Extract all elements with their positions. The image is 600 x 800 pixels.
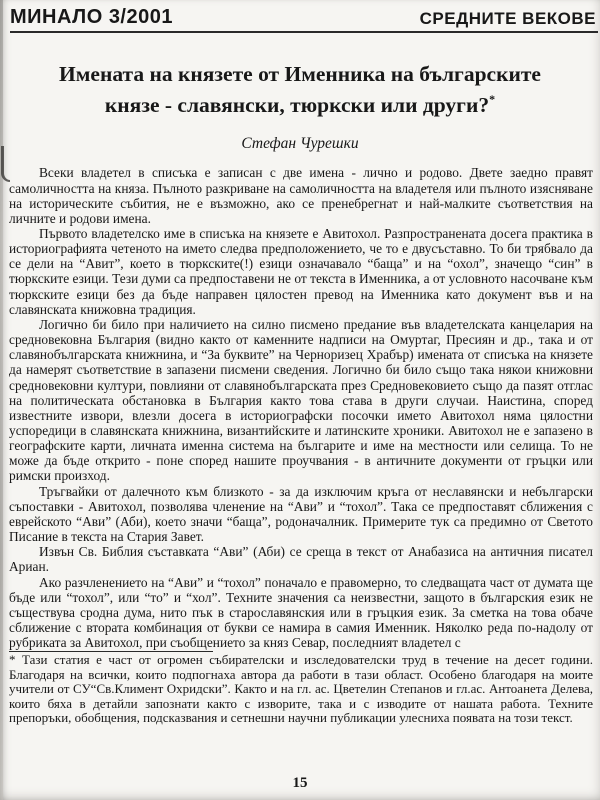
scan-edge-artifact <box>0 0 3 800</box>
paragraph: Всеки владетел в списъка е записан с две имена - лично и родово. Двете заедно правят самоличността на княза. Пълното разкриване на самоличността на владетеля или пълното изясняване на историческите събития, не е възможно, ако се пренебрегнат и най-малките съответствия на личните и родови имена. <box>9 165 593 226</box>
paragraph: Извън Св. Библия съставката “Ави” (Аби) се среща в текст от Анабазиса на античния писател Ариан. <box>9 544 593 575</box>
author-name: Стефан Чурешки <box>241 135 359 153</box>
article-title-line1: Имената на князете от Именника на българските <box>59 62 541 86</box>
page-header <box>10 6 598 33</box>
paragraph: Ако разчленението на “Ави” и “тохол” поначало е правомерно, то следващата част от думата ще бъде или “тохол”, или “то” и “хол”. Техните значения са неизвестни, защото в българския език не съществува сродна дума, нито пък в старославянския или в гръцкия език. За сметка на това обаче сближение с втората комбинация от букви се намира в самия Именник. Няколко реда по-надолу от рубриката за Авитохол, при съобщението за княз Севар, последният владетел с <box>9 574 593 651</box>
paragraph: Първото владетелско име в списъка на князете е Авитохол. Разпространената досега практика в историографията четеното на името следва предположението, че то е двусъставно. То би трябвало да се дели на “Авит”, което в тюркските(!) езици означавало “баща” и на “охол”, значещо “син” в тюркските езици. Тези думи са предпоставени не от текста в Именника, а от условното насочване към тюркските езици без да бъде направен цялостен превод на Именника като документ във и на славянската книжовна традиция. <box>9 225 593 317</box>
footnote-text: * Тази статия е част от огромен събирателски и изследователски труд в течение на десет години. Благодаря на всички, които подпогнаха автора да работи в тази област. Особено благодаря на моите учители от СУ“Св.Климент Охридски”. Както и на гл. ас. Цветелин Степанов и гл.ас. Антоанета Делева, които бяха в детайли запознати както с изворите, така и с изводите от нашата работа. Техните препоръки, обобщения, подсказвания и сетнешни научни публикации улесниха появата на този текст. <box>9 652 593 725</box>
scan-mark-artifact <box>1 146 10 182</box>
paragraph: Логично би било при наличието на силно писмено предание във владетелската канцелария на средновековна България (видно както от каменните надписи на Омуртаг, Пресиян и др., така и от славянобългарската книжнина, и “За буквите” на Черноризец Храбър) имената от списъка на князете да намерят съответствие в запазени писмени сведения. Логично би било също така някои книжовни средновековни култури, повлияни от славянобългарската през Средновековието също да пазят отглас на политическата обстановка в България както това става в други случаи. Наистина, според известните извори, влезли досега в историографски посочки името Авитохол няма цялостни успоредици в славянската книжнина, византийските и латинските хроники. Авитохол не е запазено в географските карти, личната именна система на българите и име на местности или селища. То не може да бъде открито - поне според нашите проучвания - в античните документи от гръцки или римски произход. <box>9 316 593 484</box>
article-title <box>14 59 586 121</box>
article-title-line2: князе - славянски, тюркски или други? <box>104 93 490 118</box>
article-body <box>9 165 593 650</box>
page-number: 15 <box>292 775 308 791</box>
paragraph: Тръгвайки от далечното към близкото - за да изключим кръга от неславянски и небългарски съпоставки - Авитохол, позволява членение на “Ави” и “тохол”. Така се предпоставят сближения с еврейското “Ави” (Аби), което значи “баща”, родоначалник. Примерите тук са предимно от Светото Писание в текста на Стария Завет. <box>9 483 593 545</box>
section-title: СРЕДНИТЕ ВЕКОВЕ <box>419 9 596 28</box>
journal-title: МИНАЛО 3/2001 <box>10 6 173 28</box>
title-footnote-marker: * <box>489 92 496 107</box>
